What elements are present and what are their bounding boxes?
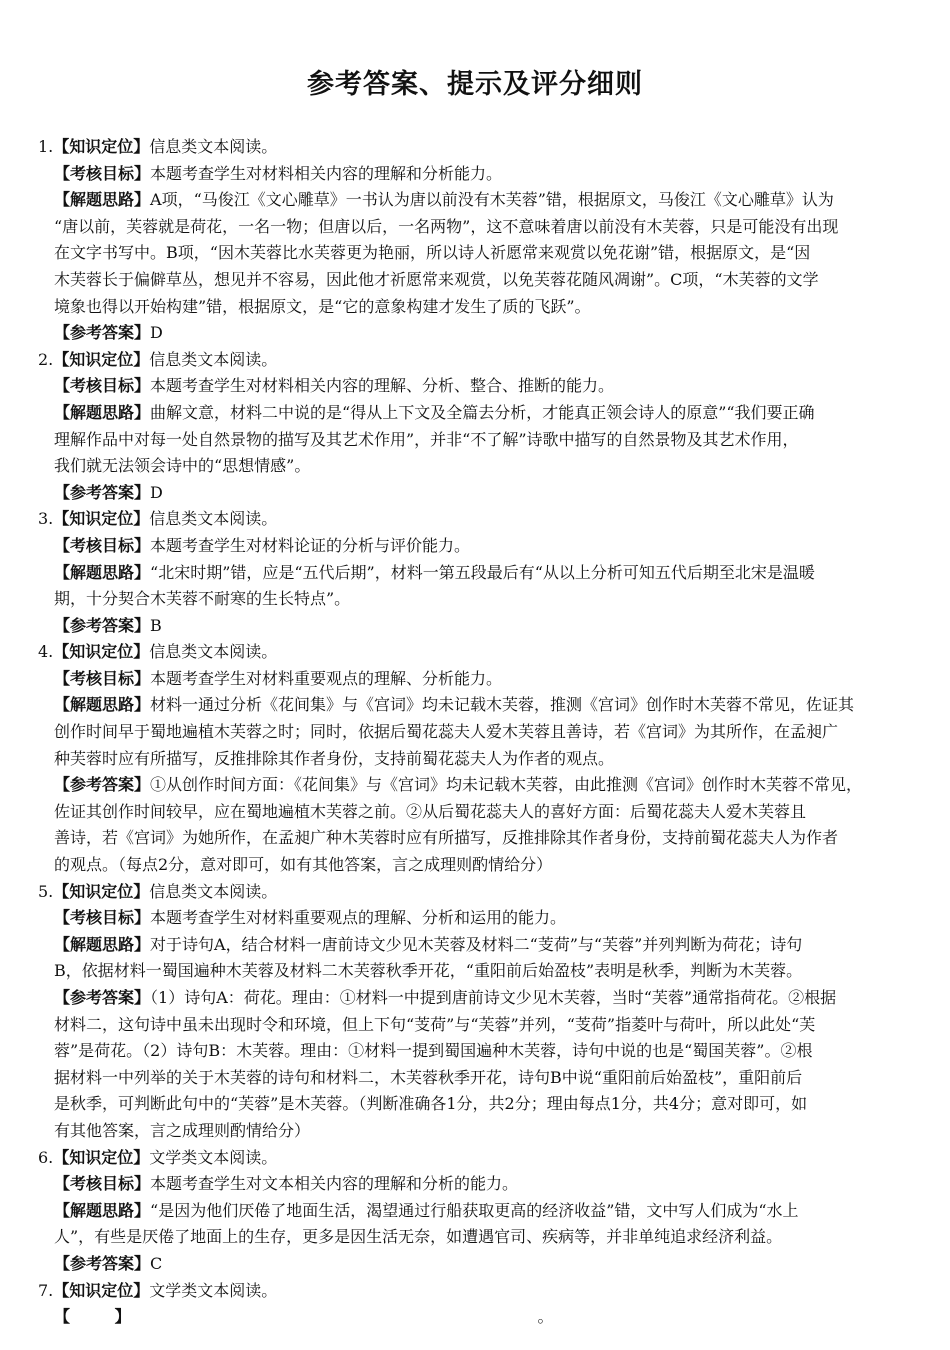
text-line [38, 267, 912, 294]
line-text: “是因为他们厌倦了地面生活，渴望通过行船获取更高的经济收益”错，文中写人们成为“水上 [150, 1200, 799, 1220]
text-line [38, 240, 912, 267]
text-line [38, 1198, 912, 1225]
section-label: 【考核目标】 [54, 908, 151, 928]
line-text: 本题考查学生对材料相关内容的理解、分析、整合、推断的能力。 [150, 376, 615, 396]
section-label: 【知识定位】 [53, 509, 150, 529]
text-line [38, 187, 912, 214]
question-number: 1. [38, 137, 54, 156]
section-label: 【解题思路】 [54, 562, 151, 582]
line-text: 信息类文本阅读。 [149, 349, 278, 369]
text-line [38, 400, 912, 427]
text-line [38, 1278, 912, 1305]
text-line [38, 639, 912, 666]
line-text: 信息类文本阅读。 [149, 881, 278, 901]
question-number: 7. [38, 1280, 54, 1300]
text-line [38, 746, 912, 773]
text-line [38, 666, 912, 693]
text-line [38, 586, 912, 613]
line-text: 我们就无法领会诗中的“思想情感”。 [54, 456, 311, 476]
line-text: D [150, 323, 163, 343]
line-text: 本题考查学生对材料重要观点的理解、分析和运用的能力。 [150, 908, 567, 928]
text-line [38, 134, 912, 161]
line-text: 有其他答案，言之成理则酌情给分） [54, 1120, 311, 1140]
line-text: A项，“马俊江《文心雕草》一书认为唐以前没有木芙蓉”错，根据原文，马俊江《文心雕草》认为 [150, 190, 834, 210]
line-text: “北宋时期”错，应是“五代后期”，材料一第五段最后有“从以上分析可知五代后期至北宋是温暖 [150, 562, 815, 582]
text-line [38, 1171, 912, 1198]
section-label: 【知识定位】 [53, 881, 150, 901]
text-line [38, 692, 912, 719]
text-line [38, 294, 912, 321]
line-text: 理解作品中对每一处自然景物的描写及其艺术作用”，并非“不了解”诗歌中描写的自然景物及其艺术作用， [54, 429, 799, 449]
line-text: 曲解文意，材料二中说的是“得从上下文及全篇去分析，才能真正领会诗人的原意”“我们要正确 [150, 402, 815, 422]
line-text: B，依据材料一蜀国遍种木芙蓉及材料二木芙蓉秋季开花，“重阳前后始盈枝”表明是秋季，判断为木芙蓉。 [54, 961, 803, 981]
text-line [38, 1118, 912, 1145]
line-text: 善诗，若《宫词》为她所作，在孟昶广种木芙蓉时应有所描写，反推排除其作者身份，支持前蜀花蕊夫人为作者 [54, 828, 839, 848]
text-line [38, 373, 912, 400]
line-text: 种芙蓉时应有所描写，反推排除其作者身份，支持前蜀花蕊夫人为作者的观点。 [54, 748, 615, 768]
line-text: 信息类文本阅读。 [149, 137, 278, 156]
section-label: 【解题思路】 [54, 695, 151, 715]
text-line [38, 480, 912, 507]
text-line [38, 427, 912, 454]
section-label: 【参考答案】 [54, 1253, 151, 1273]
text-line [38, 613, 912, 640]
line-text: 本题考查学生对材料论证的分析与评价能力。 [150, 535, 471, 555]
line-text: 蓉”是荷花。（2）诗句B：木芙蓉。理由：①材料一提到蜀国遍种木芙蓉，诗句中说的也是“蜀国芙蓉”。②根 [54, 1041, 813, 1061]
text-line [38, 719, 912, 746]
text-line [38, 347, 912, 374]
text-line [38, 852, 912, 879]
line-text: 境象也得以开始构建”错，根据原文，是“它的意象构建才发生了质的飞跃”。 [54, 296, 591, 316]
section-label: 【知识定位】 [53, 349, 150, 369]
section-label: 【参考答案】 [54, 775, 151, 795]
text-line [38, 772, 912, 799]
section-label: 【参考答案】 [54, 323, 151, 343]
section-label: 【考核目标】 [54, 1174, 151, 1194]
line-text: 信息类文本阅读。 [149, 642, 278, 662]
line-text: 在文字书写中。B项，“因木芙蓉比水芙蓉更为艳丽，所以诗人祈愿常来观赏以免花谢”错，根据原文，是“因 [54, 243, 811, 263]
text-line [38, 905, 912, 932]
section-label: 【考核目标】 [54, 668, 151, 688]
line-text: 人”，有些是厌倦了地面上的生存，更多是因生活无奈，如遭遇官司、疾病等，并非单纯追求经济利益。 [54, 1227, 783, 1247]
section-label: 【解题思路】 [54, 1200, 151, 1220]
text-line [38, 1251, 912, 1278]
section-label: 【 】 [54, 1307, 131, 1327]
line-text: ①从创作时间方面：《花间集》与《宫词》均未记载木芙蓉，由此推测《宫词》创作时木芙蓉不常见， [150, 775, 863, 795]
line-text: 文学类文本阅读。 [149, 1147, 278, 1167]
line-text: 佐证其创作时间较早，应在蜀地遍植木芙蓉之前。②从后蜀花蕊夫人的喜好方面：后蜀花蕊夫人爱木芙蓉且 [54, 801, 807, 821]
text-line [38, 879, 912, 906]
line-text: “唐以前，芙蓉就是荷花，一名一物；但唐以后，一名两物”，这不意味着唐以前没有木芙蓉，只是可能没有出现 [54, 216, 839, 236]
question-number: 5. [38, 881, 54, 901]
text-line [38, 560, 912, 587]
line-text: 信息类文本阅读。 [149, 509, 278, 529]
section-label: 【考核目标】 [54, 163, 151, 183]
line-text: B [150, 615, 162, 635]
section-label: 【解题思路】 [54, 402, 151, 422]
line-text: 本题考查学生对材料相关内容的理解和分析能力。 [150, 163, 503, 183]
answer-key-body [38, 134, 912, 1331]
question-number: 3. [38, 509, 54, 529]
text-line [38, 1012, 912, 1039]
text-line [38, 958, 912, 985]
line-text: 。 [130, 1307, 554, 1327]
line-text: 本题考查学生对材料重要观点的理解、分析能力。 [150, 668, 503, 688]
text-line [38, 320, 912, 347]
line-text: 本题考查学生对文本相关内容的理解和分析的能力。 [150, 1174, 519, 1194]
page-title: 参考答案、提示及评分细则 [307, 69, 643, 100]
question-number: 4. [38, 642, 54, 662]
line-text: 期，十分契合木芙蓉不耐寒的生长特点”。 [54, 589, 351, 609]
line-text: （1）诗句A：荷花。理由：①材料一中提到唐前诗文少见木芙蓉，当时“芙蓉”通常指荷花。②根据 [150, 988, 837, 1007]
text-line [38, 1091, 912, 1118]
section-label: 【考核目标】 [54, 376, 151, 396]
section-label: 【参考答案】 [54, 988, 151, 1007]
line-text: 对于诗句A，结合材料一唐前诗文少见木芙蓉及材料二“芰荷”与“芙蓉”并列判断为荷花；诗句 [150, 934, 803, 954]
section-label: 【考核目标】 [54, 535, 151, 555]
text-line [38, 506, 912, 533]
line-text: C [150, 1253, 163, 1273]
text-line [38, 1038, 912, 1065]
text-line [38, 985, 912, 1012]
section-label: 【知识定位】 [53, 1147, 150, 1167]
text-line [38, 453, 912, 480]
text-line [38, 533, 912, 560]
section-label: 【知识定位】 [53, 137, 150, 156]
text-line [38, 1304, 912, 1331]
section-label: 【解题思路】 [54, 190, 151, 210]
line-text: 材料一通过分析《花间集》与《宫词》均未记载木芙蓉，推测《宫词》创作时木芙蓉不常见，佐证其 [150, 695, 855, 715]
section-label: 【参考答案】 [54, 615, 151, 635]
question-number: 6. [38, 1147, 54, 1167]
text-line [38, 1145, 912, 1172]
text-line [38, 214, 912, 241]
section-label: 【解题思路】 [54, 934, 151, 954]
line-text: D [150, 482, 163, 502]
section-label: 【知识定位】 [53, 1280, 150, 1300]
section-label: 【知识定位】 [53, 642, 150, 662]
line-text: 材料二，这句诗中虽未出现时令和环境，但上下句“芰荷”与“芙蓉”并列，“芰荷”指菱叶与荷叶，所以此处“芙 [54, 1014, 816, 1034]
section-label: 【参考答案】 [54, 482, 151, 502]
line-text: 据材料一中列举的关于木芙蓉的诗句和材料二，木芙蓉秋季开花，诗句B中说“重阳前后始盈枝”，重阳前后 [54, 1067, 803, 1087]
text-line [38, 1224, 912, 1251]
text-line [38, 932, 912, 959]
text-line [38, 799, 912, 826]
line-text: 文学类文本阅读。 [149, 1280, 278, 1300]
text-line [38, 1065, 912, 1092]
line-text: 创作时间早于蜀地遍植木芙蓉之时；同时，依据后蜀花蕊夫人爱木芙蓉且善诗，若《宫词》为其所作，在孟昶广 [54, 722, 839, 742]
line-text: 木芙蓉长于偏僻草丛，想见并不容易，因此他才祈愿常来观赏，以免芙蓉花随风凋谢”。C项，“木芙蓉的文学 [54, 269, 819, 289]
line-text: 是秋季，可判断此句中的“芙蓉”是木芙蓉。（判断准确各1分，共2分；理由每点1分，共4分；意对即可，如 [54, 1094, 808, 1114]
text-line [38, 825, 912, 852]
text-line [38, 161, 912, 188]
question-number: 2. [38, 349, 54, 369]
line-text: 的观点。（每点2分，意对即可，如有其他答案，言之成理则酌情给分） [54, 855, 553, 875]
